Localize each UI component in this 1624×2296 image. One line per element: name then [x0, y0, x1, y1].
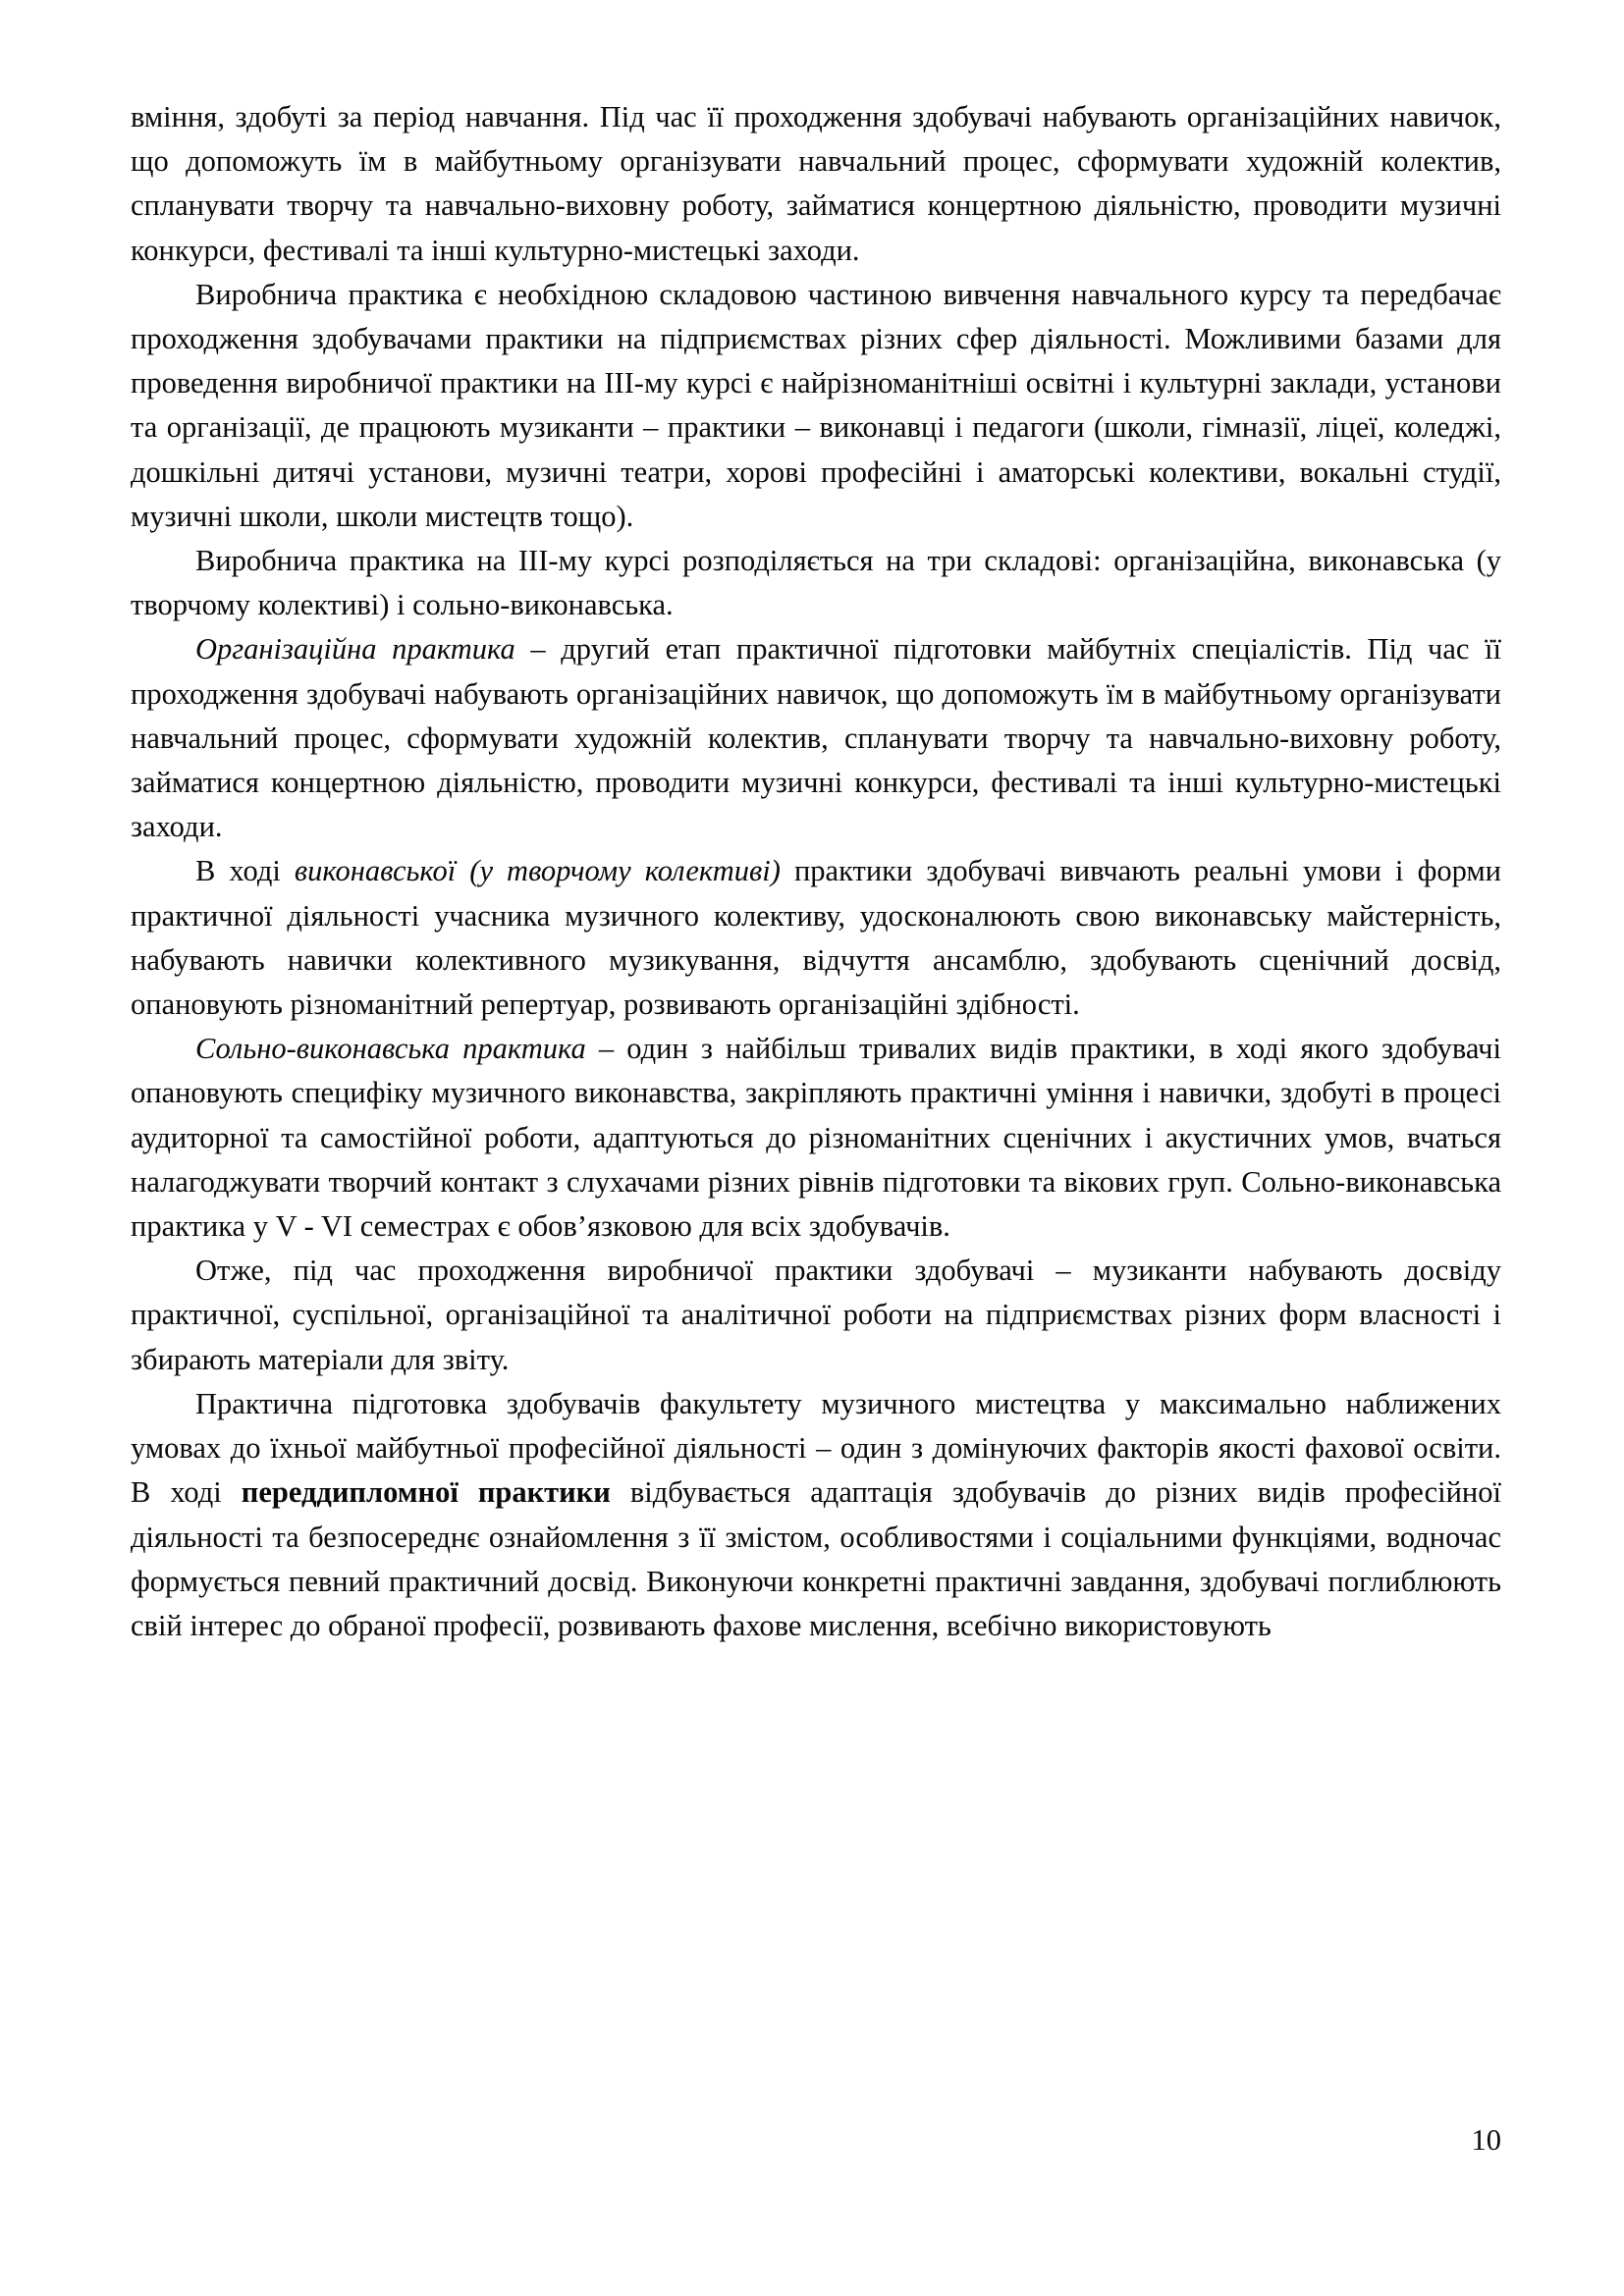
text-run: – один з найбільш тривалих видів практики, в ході якого здобувачі опановують специфіку музичного виконавства, закріпляють практичні уміння і навички, здобуті в процесі аудиторної та самостійної роботи, адаптуються до різноманітних сценічних і акустичних умов, вчаться налагоджувати творчий контакт з слухачами різних рівнів підготовки та вікових груп. Сольно-виконавська практика у V - VI семестрах є обов’язковою для всіх здобувачів.: [131, 1032, 1501, 1244]
paragraph-p2: [131, 273, 1501, 539]
text-run: Практична підготовка здобувачів факультету музичного мистецтва у максимально наближених умовах до їхньої майбутньої професійної діяльності – один з домінуючих факторів якості фахової освіти. В ході: [131, 1386, 1501, 1510]
paragraph-p7: [131, 1249, 1501, 1382]
document-body-text: [131, 95, 1501, 1648]
emphasis-run: виконавської (у творчому колективі): [294, 854, 781, 888]
paragraph-p4: [131, 627, 1501, 849]
text-run: Виробнича практика на ІІІ-му курсі розподіляється на три складові: організаційна, виконавська (у творчому колективі) і сольно-виконавська.: [131, 544, 1501, 622]
paragraph-p3: [131, 539, 1501, 627]
text-run: Отже, під час проходження виробничої практики здобувачі – музиканти набувають досвіду практичної, суспільної, організаційної та аналітичної роботи на підприємствах різних форм власності і збирають матеріали для звіту.: [131, 1254, 1501, 1376]
text-run: Виробнича практика є необхідною складовою частиною вивчення навчального курсу та передбачає проходження здобувачами практики на підприємствах різних сфер діяльності. Можливими базами для проведення виробничої практики на ІІІ-му курсі є найрізноманітніші освітні і культурні заклади, установи та організації, де працюють музиканти – практики – виконавці і педагоги (школи, гімназії, ліцеї, коледжі, дошкільні дитячі установи, музичні театри, хорові професійні і аматорські колективи, вокальні студії, музичні школи, школи мистецтв тощо).: [131, 277, 1501, 533]
emphasis-run: Сольно-виконавська практика: [195, 1032, 586, 1066]
paragraph-p8: [131, 1382, 1501, 1648]
text-run: – другий етап практичної підготовки майбутніх спеціалістів. Під час її проходження здобувачі набувають організаційних навичок, що допоможуть їм в майбутньому організувати навчальний процес, сформувати художній колектив, спланувати творчу та навчально-виховну роботу, займатися концертною діяльністю, проводити музичні конкурси, фестивалі та інші культурно-мистецькі заходи.: [131, 632, 1501, 844]
paragraph-p1: [131, 95, 1501, 273]
text-run: відбувається адаптація здобувачів до різних видів професійної діяльності та безпосереднє ознайомлення з її змістом, особливостями і соціальними функціями, водночас формується певний практичний досвід. Виконуючи конкретні практичні завдання, здобувачі поглиблюють свій інтерес до обраної професії, розвивають фахове мислення, всебічно використовують: [131, 1475, 1501, 1642]
paragraph-p6: [131, 1027, 1501, 1249]
text-run: вміння, здобуті за період навчання. Під час її проходження здобувачі набувають організаційних навичок, що допоможуть їм в майбутньому організувати навчальний процес, сформувати художній колектив, спланувати творчу та навчально-виховну роботу, займатися концертною діяльністю, проводити музичні конкурси, фестивалі та інші культурно-мистецькі заходи.: [131, 100, 1501, 267]
page-number: 10: [1471, 2123, 1501, 2157]
text-run: В ході: [195, 854, 295, 888]
paragraph-p5: [131, 849, 1501, 1027]
text-run: практики здобувачі вивчають реальні умови і форми практичної діяльності учасника музичного колективу, удосконалюють свою виконавську майстерність, набувають навички колективного музикування, відчуття ансамблю, здобувають сценічний досвід, опановують різноманітний репертуар, розвивають організаційні здібності.: [131, 854, 1501, 1022]
emphasis-run: Організаційна практика: [195, 632, 515, 667]
strong-run: переддипломної практики: [241, 1475, 611, 1510]
